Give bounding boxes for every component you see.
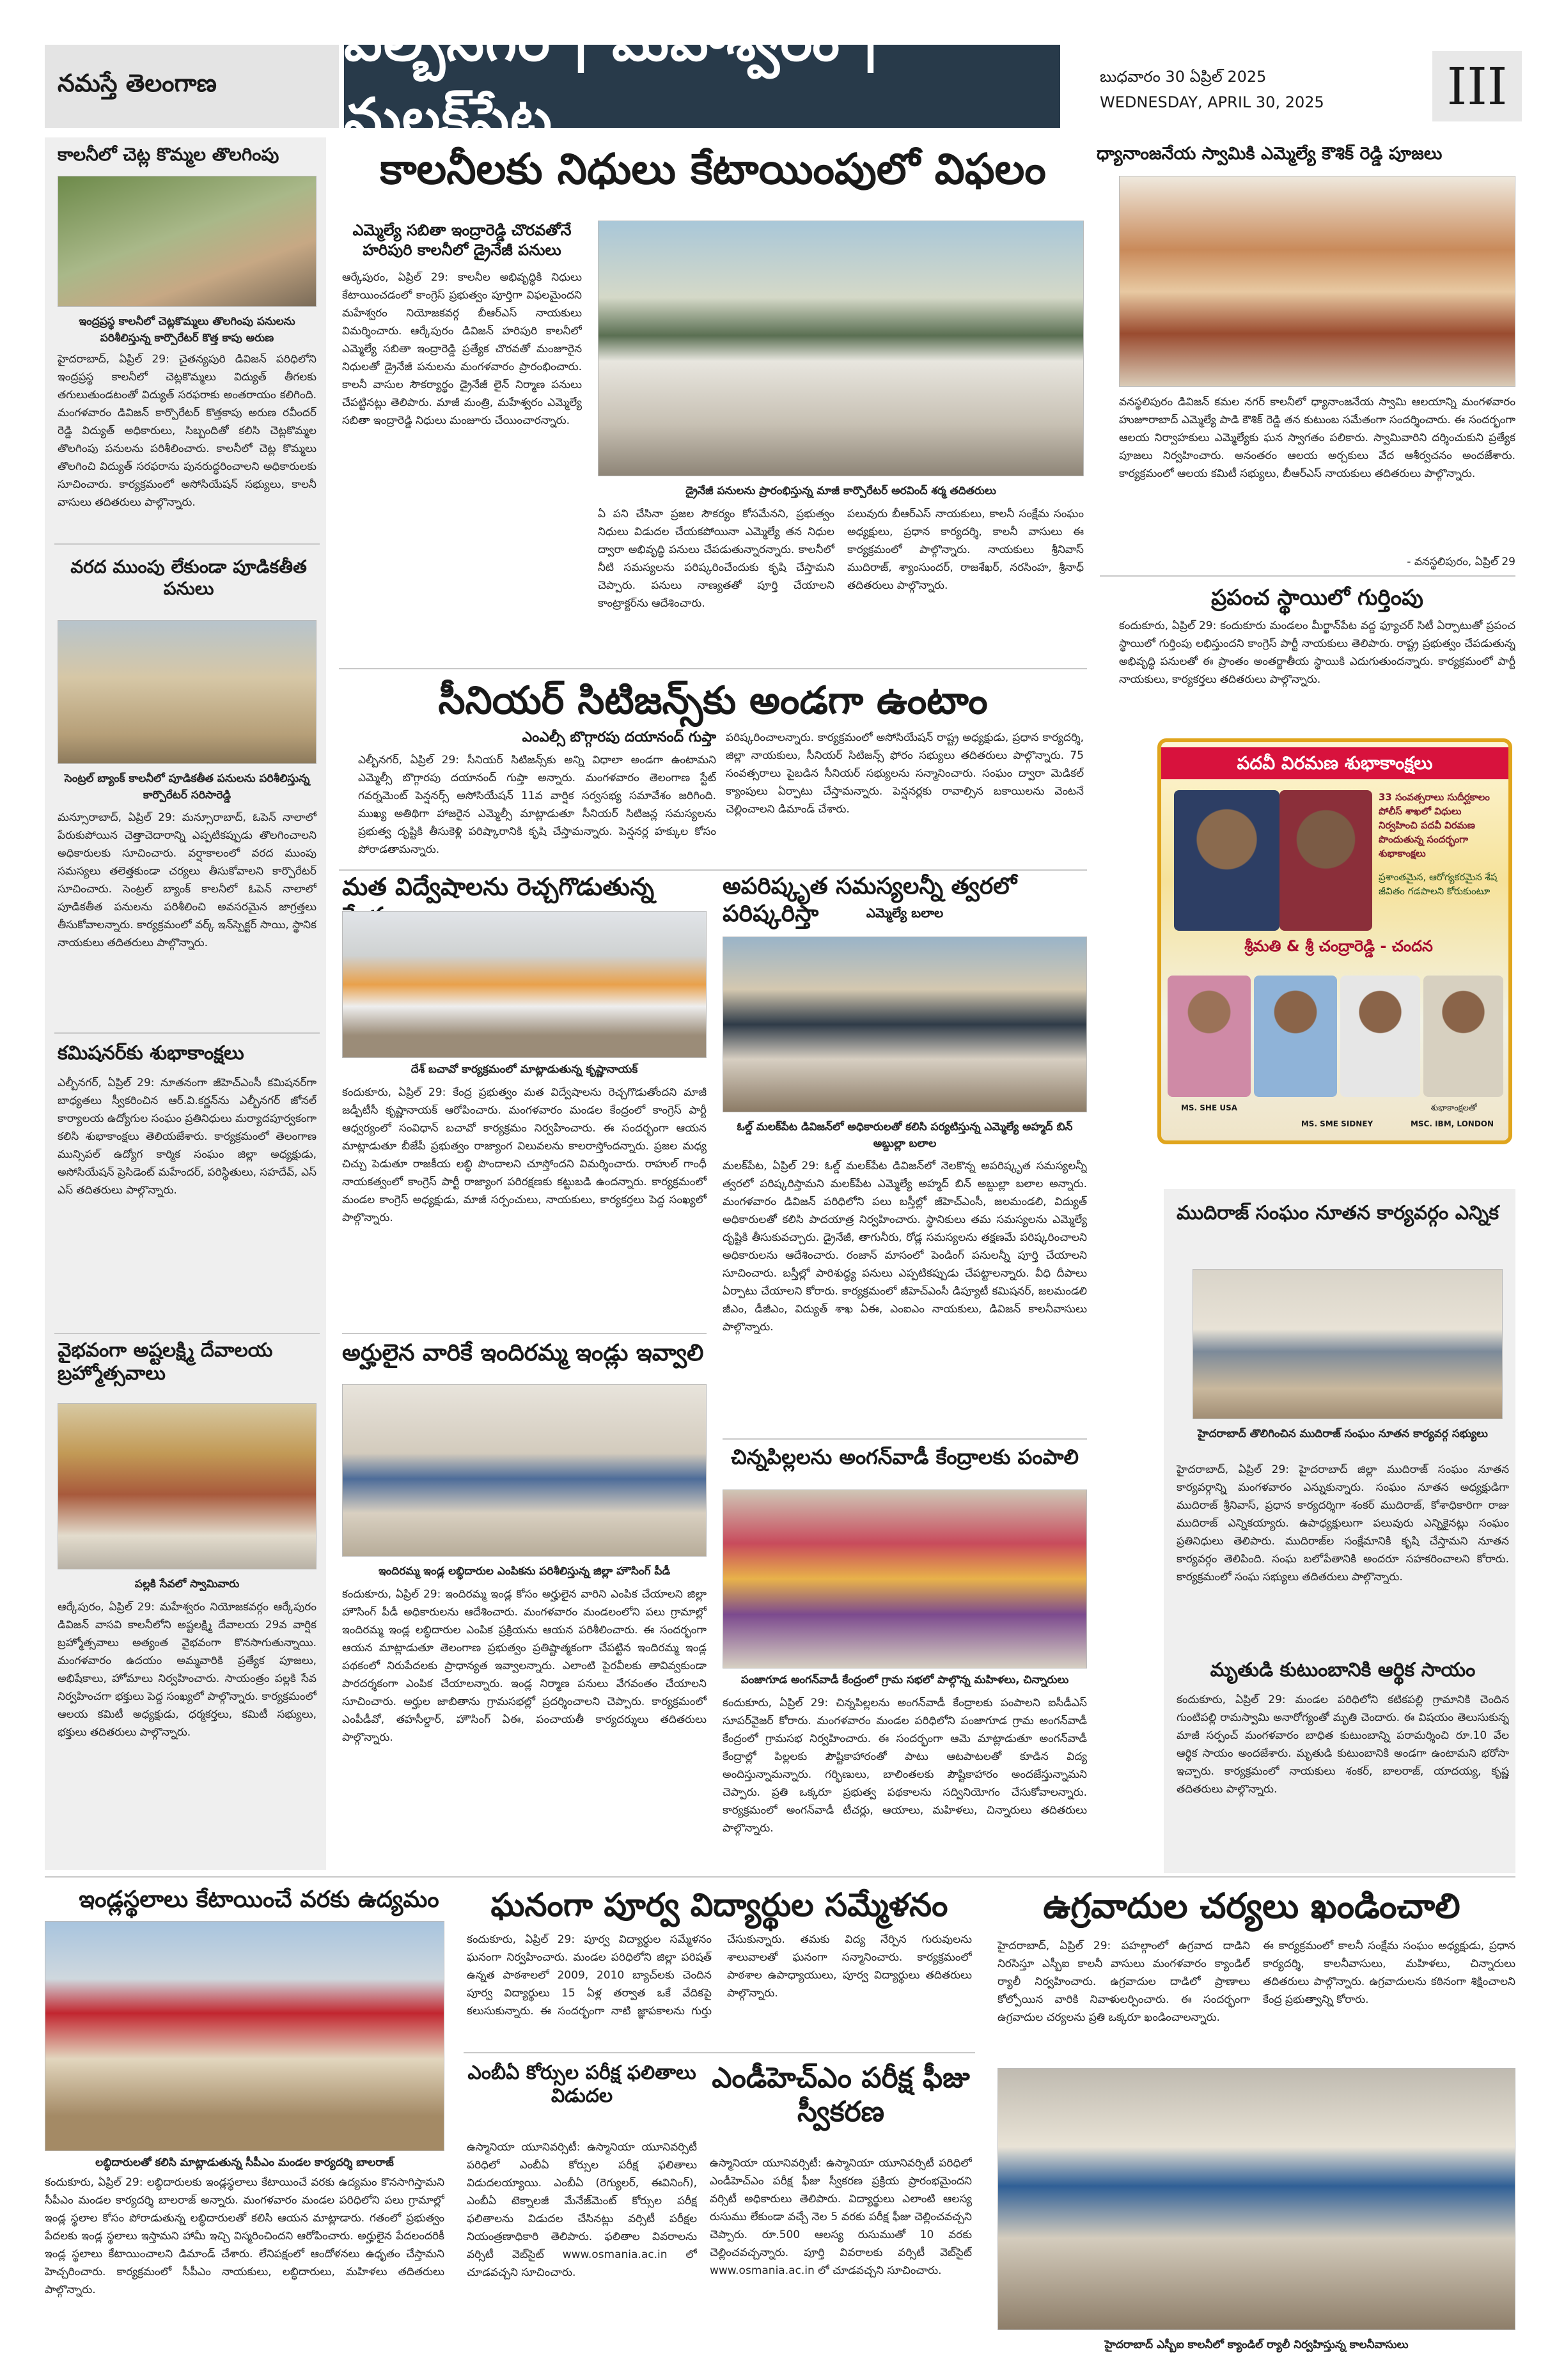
bottom-b1-headline: ఇండ్లస్థలాలు కేటాయించే వరకు ఉద్యమం: [79, 1886, 439, 1913]
ad-sign-3: MSC. IBM, LONDON: [1410, 1119, 1494, 1128]
bottom-b5-photo: [998, 2068, 1515, 2330]
ad-family-photo-1: [1168, 976, 1251, 1097]
right-r2-body: కందుకూరు, ఏప్రిల్ 29: కందుకూరు మండలం మీర్ఖాన్‌పేట వద్ద ఫ్యూచర్ సిటీ ఏర్పాటుతో ప్రపంచ స్థాయిలో గుర్తింపు లభిస్తుందని కాంగ్రెస్ పార్టీ నాయకులు తెలిపారు. రాష్ట్ర ప్రభుత్వం చేపడుతున్న అభివృద్ధి పనులతో ఈ ప్రాంతం అంతర్జాతీయ స్థాయికి ఎదుగుతుందన్నారు. కార్యక్రమంలో పార్టీ నాయకులు, కార్యకర్తలు తదితరులు పాల్గొన్నారు.: [1119, 619, 1515, 686]
right-r3-photo: [1193, 1269, 1503, 1419]
left-a1-body: హైదరాబాద్, ఏప్రిల్ 29: చైతన్యపురి డివిజన్ పరిధిలోని ఇంద్రప్రస్థ కాలనీలో చెట్లకొమ్మలు విద్యుత్ తీగలకు తగులుతుండటంతో విద్యుత్ సరఫరాకు అంతరాయం కలిగింది. మంగళవారం డివిజన్ కార్పొరేటర్ కొత్తకాపు అరుణ రవీందర్ రెడ్డి విద్యుత్ అధికారులు, సిబ్బందితో కలిసి చెట్లకొమ్మల తొలగింపు పనులను పరిశీలించారు. కాలనీలో చెట్ల కొమ్మలు తొలగించి విద్యుత్ సరఫరాను పునరుద్ధరించాలని అధికారులకు సూచించారు. కార్యక్రమంలో అసోసియేషన్ సభ్యులు, కాలనీ వాసులు తదితరులు పాల్గొన్నారు.: [58, 353, 317, 509]
ad-text-1: 33 సంవత్సరాలు సుదీర్ఘకాలం పోలీస్ శాఖలో విధులు నిర్వహించి పదవీ విరమణ పొందుతున్న సందర్భంగా శుభాకాంక్షలు: [1379, 791, 1490, 859]
divider: [45, 1876, 1515, 1878]
left-a4-caption: పల్లకి సేవలో స్వామివారు: [134, 1578, 240, 1591]
mid-m5-body: కందుకూరు, ఏప్రిల్ 29: చిన్నపిల్లలను అంగన్‌వాడీ కేంద్రాలకు పంపాలని ఐసీడీఎస్ సూపర్‌వైజర్ కోరారు. మంగళవారం మండల పరిధిలోని పంజాగూడ గ్రామ అంగన్‌వాడీ కేంద్రంలో గ్రామసభ నిర్వహించారు. ఈ సందర్భంగా ఆమె మాట్లాడుతూ అంగన్‌వాడీ కేంద్రాల్లో పిల్లలకు పౌష్టికాహారంతో పాటు ఆటపాటలతో కూడిన విద్య అందిస్తున్నామన్నారు. గర్భిణులు, బాలింతలకు పౌష్టికాహారం అందజేస్తున్నామని చెప్పారు. ప్రతి ఒక్కరూ ప్రభుత్వ పథకాలను సద్వినియోగం చేసుకోవాలన్నారు. కార్యక్రమంలో అంగన్‌వాడీ టీచర్లు, ఆయాలు, మహిళలు, చిన్నారులు తదితరులు పాల్గొన్నారు.: [723, 1697, 1087, 1835]
divider: [339, 668, 1087, 669]
lead-body-3: పలువురు బీఆర్ఎస్ నాయకులు, కాలనీ సంక్షేమ సంఘం అధ్యక్షులు, ప్రధాన కార్యదర్శి, కాలనీ వాసులు ఈ కార్యక్రమంలో పాల్గొన్నారు. నాయకులు శ్రీనివాస్ ముదిరాజ్, శ్యాంసుందర్, రాజశేఖర్, నరసింహ, శ్రీనాధ్ తదితరులు పాల్గొన్నారు.: [847, 508, 1084, 592]
masthead-title: ఎల్బీనగర్ | మహేశ్వరం | మలక్‌పేట: [344, 45, 1060, 128]
bottom-b5-body-2: ఈ కార్యక్రమంలో కాలనీ సంక్షేమ సంఘం అధ్యక్షుడు, ప్రధాన కార్యదర్శి, కాలనీవాసులు, మహిళలు, చిన్నారులు తదితరులు పాల్గొన్నారు. ఉగ్రవాదులను కఠినంగా శిక్షించాలని కేంద్ర ప్రభుత్వాన్ని కోరారు.: [1263, 1940, 1515, 2006]
mid-m2-body: కందుకూరు, ఏప్రిల్ 29: కేంద్ర ప్రభుత్వం మత విద్వేషాలను రెచ్చగొడుతోందని మాజీ జడ్పీటీసీ కృష్ణానాయక్ ఆరోపించారు. మంగళవారం మండల కేంద్రంలో కాంగ్రెస్ పార్టీ ఆధ్వర్యంలో సంవిధాన్ బచావో కార్యక్రమం నిర్వహించారు. ఈ సందర్భంగా ఆయన మాట్లాడుతూ బీజేపీ ప్రభుత్వం రాజ్యాంగ విలువలను కాలరాస్తోందన్నారు. ప్రజల మధ్య చిచ్చు పెడుతూ రాజకీయ లబ్ధి పొందాలని చూస్తోందని విమర్శించారు. రాహుల్ గాంధీ నాయకత్వంలో కాంగ్రెస్ పార్టీ రాజ్యాంగ పరిరక్షణకు కట్టుబడి ఉందన్నారు. కార్యక్రమంలో మండల కాంగ్రెస్ అధ్యక్షుడు, మాజీ సర్పంచులు, నాయకులు, కార్యకర్తలు పెద్ద సంఖ్యలో పాల్గొన్నారు.: [342, 1086, 707, 1224]
bottom-b3-headline: ఎంబీఏ కోర్సుల పరీక్ష ఫలితాలు విడుదల: [467, 2062, 696, 2107]
ad-family-photo-3: [1340, 976, 1420, 1097]
left-a4-headline: వైభవంగా అష్టలక్ష్మి దేవాలయ బ్రహ్మోత్సవాలు: [58, 1339, 273, 1385]
left-a2-photo: [58, 620, 317, 764]
bottom-b5-caption: హైదరాబాద్ ఎస్బీఐ కాలనీలో క్యాండిల్ ర్యాలీ నిర్వహిస్తున్న కాలనీవాసులు: [1104, 2338, 1409, 2351]
lead-subheadline: ఎమ్మెల్యే సబితా ఇంద్రారెడ్డి చొరవతోనే హరిపురి కాలనీలో డ్రైనేజీ పనులు: [352, 221, 572, 260]
mid-m1-subheadline: ఎంఎల్సీ బొగ్గారపు దయానంద్ గుప్తా: [522, 729, 716, 745]
right-r2-headline: ప్రపంచ స్థాయిలో గుర్తింపు: [1211, 585, 1423, 611]
mid-m3-caption: ఓల్డ్ మలక్‌పేట డివిజన్‌లో అధికారులతో కలిసి పర్యటిస్తున్న ఎమ్మెల్యే అహ్మద్ బిన్ అబ్దుల్లా బలాల: [737, 1121, 1073, 1150]
mid-m2-photo: [342, 911, 707, 1058]
ad-spouse-photo: [1279, 790, 1372, 931]
left-a2-headline: వరద ముంపు లేకుండా పూడికతీత పనులు: [70, 556, 307, 599]
left-a1-headline: కాలనీలో చెట్ల కొమ్మల తొలగింపు: [58, 144, 279, 165]
mid-m4-photo: [342, 1384, 707, 1557]
mid-m3-headline: అపరిష్కృత సమస్యలన్నీ త్వరలో పరిష్కరిస్తా: [723, 873, 1017, 928]
mid-m2-caption: దేశ్ బచావో కార్యక్రమంలో మాట్లాడుతున్న కృష్ణానాయక్: [411, 1063, 638, 1076]
lead-body-2: ఏ పని చేసినా ప్రజల సౌకర్యం కోసమేనని, ప్రభుత్వం నిధులు విడుదల చేయకపోయినా ఎమ్మెల్యే తన నిధుల ద్వారా అభివృద్ధి పనులు చేపడుతున్నారన్నారు. కాలనీలో నీటి సమస్యలను పరిష్కరించేందుకు కృషి చేస్తామని చెప్పారు. పనులు నాణ్యతతో పూర్తి చేయాలని కాంట్రాక్టర్‌ను ఆదేశించారు.: [598, 508, 834, 610]
edition-name: నమస్తే తెలంగాణ: [45, 45, 339, 128]
left-a2-caption: సెంట్రల్ బ్యాంక్ కాలనీలో పూడికతీత పనులను పరిశీలిస్తున్న కార్పొరేటర్ సరిసారెడ్డి: [64, 772, 310, 802]
mid-m1-headline: సీనియర్ సిటిజన్స్‌కు అండగా ఉంటాం: [438, 678, 988, 723]
bottom-b2-body: కందుకూరు, ఏప్రిల్ 29: పూర్వ విద్యార్థుల సమ్మేళనం ఘనంగా నిర్వహించారు. మండల పరిధిలోని జిల్లా పరిషత్ ఉన్నత పాఠశాలలో 2009, 2010 బ్యాచ్‌లకు చెందిన పూర్వ విద్యార్థులు 15 ఏళ్ల తర్వాత ఒకే వేదికపై కలుసుకున్నారు. ఈ సందర్భంగా నాటి జ్ఞాపకాలను గుర్తు చేసుకున్నారు. తమకు విద్య నేర్పిన గురువులను శాలువాలతో ఘనంగా సన్మానించారు. కార్యక్రమంలో పాఠశాల ఉపాధ్యాయులు, పూర్వ విద్యార్థులు తదితరులు పాల్గొన్నారు.: [467, 1933, 972, 2018]
bottom-b4-headline: ఎండీహెచ్ఎం పరీక్ష ఫీజు స్వీకరణ: [712, 2062, 970, 2128]
mid-m4-headline: అర్హులైన వారికే ఇందిరమ్మ ఇండ్లు ఇవ్వాలి: [342, 1340, 704, 1366]
left-a1-photo: [58, 176, 317, 307]
ad-sign-1: MS. SHE USA: [1180, 1103, 1238, 1112]
divider: [54, 1032, 320, 1034]
lead-caption: డ్రైనేజీ పనులను ప్రారంభిస్తున్న మాజీ కార్పొరేటర్ అరవింద్ శర్మ తదితరులు: [685, 485, 996, 497]
lead-body-1: ఆర్కేపురం, ఏప్రిల్ 29: కాలనీల అభివృద్ధికి నిధులు కేటాయించడంలో కాంగ్రెస్ ప్రభుత్వం పూర్తిగా విఫలమైందని మహేశ్వరం నియోజకవర్గ బీఆర్ఎస్ నాయకులు విమర్శించారు. ఆర్కేపురం డివిజన్ హరిపురి కాలనీలో ఎమ్మెల్యే సబితా ఇంద్రారెడ్డి ప్రత్యేక చొరవతో మంజూరైన నిధులతో డ్రైనేజీ పనులను మంగళవారం ప్రారంభించారు. కాలనీ వాసుల సౌకర్యార్థం డ్రైనేజీ లైన్ నిర్మాణ పనులు చేపట్టినట్లు తెలిపారు. మాజీ మంత్రి, మహేశ్వరం ఎమ్మెల్యే సబితా ఇంద్రారెడ్డి నిధులు మంజూరు చేయించారన్నారు.: [342, 271, 582, 427]
ad-family-photo-4: [1423, 976, 1503, 1097]
mid-m2-headline: మత విద్వేషాలను రెచ్చగొడుతున్న: [342, 873, 655, 901]
left-a4-body: ఆర్కేపురం, ఏప్రిల్ 29: మహేశ్వరం నియోజకవర్గం ఆర్కేపురం డివిజన్ వాసవి కాలనీలోని అష్టలక్ష్మి దేవాలయ 29వ వార్షిక బ్రహ్మోత్సవాలు అత్యంత వైభవంగా కొనసాగుతున్నాయి. మంగళవారం ఉదయం అమ్మవారికి ప్రత్యేక పూజలు, అభిషేకాలు, హోమాలు నిర్వహించారు. సాయంత్రం పల్లకి సేవ నిర్వహించగా భక్తులు పెద్ద సంఖ్యలో పాల్గొన్నారు. కార్యక్రమంలో ఆలయ కమిటీ అధ్యక్షుడు, ధర్మకర్తలు, కమిటీ సభ్యులు, భక్తులు తదితరులు పాల్గొన్నారు.: [58, 1601, 317, 1739]
right-r1-byline: - వనస్థలిపురం, ఏప్రిల్ 29: [1407, 556, 1515, 568]
left-a2-body: మన్సూరాబాద్, ఏప్రిల్ 29: మన్సూరాబాద్, ఓపెన్ నాలాలో పేరుకుపోయిన చెత్తాచెదారాన్ని ఎప్పటికప్పుడు తొలగించాలని అధికారులకు సూచించారు. వర్షాకాలంలో వరద ముంపు సమస్యలు తలెత్తకుండా చర్యలు తీసుకోవాలని కార్పొరేటర్ సూచించారు. సెంట్రల్ బ్యాంక్ కాలనీలో ఓపెన్ నాలాలో పూడికతీత పనులను పరిశీలించి అవసరమైన జాగ్రత్తలు తీసుకోవాలన్నారు. కార్యక్రమంలో వర్క్ ఇన్‌స్పెక్టర్ సాయి, స్థానిక నాయకులు తదితరులు పాల్గొన్నారు.: [58, 811, 317, 949]
retirement-ad: [1157, 738, 1512, 1144]
mid-m5-caption: పంజాగూడ అంగన్‌వాడీ కేంద్రంలో గ్రామ సభలో పాల్గొన్న మహిళలు, చిన్నారులు: [740, 1674, 1069, 1686]
ad-officer-photo: [1174, 790, 1279, 931]
bottom-b2-headline: ఘనంగా పూర్వ విద్యార్థుల సమ్మేళనం: [490, 1886, 948, 1924]
mid-m3-body: మలక్‌పేట, ఏప్రిల్ 29: ఓల్డ్ మలక్‌పేట డివిజన్‌లో నెలకొన్న అపరిష్కృత సమస్యలన్నీ త్వరలో పరిష్కరిస్తామని మలక్‌పేట ఎమ్మెల్యే అహ్మద్ బిన్ అబ్దుల్లా బలాల అన్నారు. మంగళవారం డివిజన్ పరిధిలోని పలు బస్తీల్లో జీహెచ్ఎంసీ, జలమండలి, విద్యుత్ అధికారులతో కలిసి పాదయాత్ర నిర్వహించారు. స్థానికులు తమ సమస్యలను ఎమ్మెల్యే దృష్టికి తీసుకువచ్చారు. డ్రైనేజీ, తాగునీరు, రోడ్ల సమస్యలను తక్షణమే పరిష్కరించాలని అధికారులను ఆదేశించారు. రంజాన్ మాసంలో పెండింగ్ పనులన్నీ పూర్తి చేయాలని సూచించారు. బస్తీల్లో పారిశుద్ధ్య పనులు ఎప్పటికప్పుడు చేపట్టాలన్నారు. వీధి దీపాలు ఏర్పాటు చేయాలని కోరారు. కార్యక్రమంలో జీహెచ్ఎంసీ డిప్యూటీ కమిషనర్, జలమండలి జీఎం, డీజీఎం, విద్యుత్ శాఖ ఏఈ, ఎంఐఎం నాయకులు, డివిజన్ కాలనీవాసులు పాల్గొన్నారు.: [723, 1160, 1087, 1334]
right-r3-caption: హైదరాబాద్ తొలిగించిన ముదిరాజ్ సంఘం నూతన కార్యవర్గ సభ్యులు: [1198, 1427, 1488, 1440]
right-r1-body: వనస్థలిపురం డివిజన్ కమల నగర్ కాలనీలో ధ్యానాంజనేయ స్వామి ఆలయాన్ని మంగళవారం హుజూరాబాద్ ఎమ్మెల్యే పాడి కౌశిక్ రెడ్డి తన కుటుంబ సమేతంగా సందర్శించారు. ఈ సందర్భంగా ఆలయ నిర్వాహకులు ఎమ్మెల్యేకు ఘన స్వాగతం పలికారు. స్వామివారిని దర్శించుకుని ప్రత్యేక పూజలు నిర్వహించారు. అనంతరం ఆలయ అర్చకులు వేద ఆశీర్వచనం అందజేశారు. కార్యక్రమంలో ఆలయ కమిటీ సభ్యులు, బీఆర్ఎస్ నాయకులు తదితరులు పాల్గొన్నారు.: [1119, 396, 1515, 480]
ad-text-2: ప్రశాంతమైన, ఆరోగ్యకరమైన శేష జీవితం గడపాలని కోరుకుంటూ: [1379, 871, 1498, 897]
ad-title: పదవీ విరమణ శుభాకాంక్షలు: [1161, 747, 1508, 779]
mid-m5-headline: చిన్నపిల్లలను అంగన్‌వాడీ కేంద్రాలకు పంపాలి: [731, 1445, 1079, 1469]
mid-m1-body-2: పరిష్కరించాలన్నారు. కార్యక్రమంలో అసోసియేషన్ రాష్ట్ర అధ్యక్షుడు, ప్రధాన కార్యదర్శి, జిల్లా నాయకులు, సీనియర్ సిటిజన్స్ ఫోరం సభ్యులు తదితరులు పాల్గొన్నారు. 75 సంవత్సరాలు పైబడిన సీనియర్ సభ్యులను సన్మానించారు. సంఘం ద్వారా మెడికల్ క్యాంపులు ఏర్పాటు చేస్తామన్నారు. పెన్షనర్లకు రావాల్సిన బకాయిలను వెంటనే చెల్లించాలని డిమాండ్ చేశారు.: [726, 731, 1084, 816]
left-a3-headline: కమిషనర్‌కు శుభాకాంక్షలు: [58, 1042, 244, 1064]
mid-m4-caption: ఇందిరమ్మ ఇండ్ల లబ్ధిదారుల ఎంపికను పరిశీలిస్తున్న జిల్లా హౌసింగ్ పీడీ: [378, 1565, 671, 1578]
mid-m1-body-1: ఎల్బీనగర్, ఏప్రిల్ 29: సీనియర్ సిటిజన్స్‌కు అన్ని విధాలా అండగా ఉంటామని ఎమ్మెల్సీ బొగ్గారపు దయానంద్ గుప్తా అన్నారు. మంగళవారం తెలంగాణ స్టేట్ గవర్నమెంట్ పెన్షనర్స్ అసోసియేషన్ 11వ వార్షిక సర్వసభ్య సమావేశం జరిగింది. ముఖ్య అతిథిగా హాజరైన ఎమ్మెల్సీ మాట్లాడుతూ సీనియర్ సిటిజన్ల సమస్యలను ప్రభుత్వ దృష్టికి తీసుకెళ్లి పరిష్కారానికి కృషి చేస్తామన్నారు. పెన్షనర్ల హక్కుల కోసం పోరాడతామన్నారు.: [358, 754, 716, 856]
divider: [464, 2052, 975, 2053]
date-english: WEDNESDAY, APRIL 30, 2025: [1100, 93, 1324, 111]
ad-family-photo-2: [1254, 976, 1337, 1097]
mid-m3-subheadline: ఎమ్మెల్యే బలాల: [866, 905, 944, 921]
masthead-date: [1100, 64, 1356, 115]
lead-headline: కాలనీలకు నిధులు కేటాయింపులో విఫలం: [380, 144, 1046, 194]
lead-photo: [598, 221, 1084, 476]
divider: [54, 1333, 320, 1334]
right-r3-headline: ముదిరాజ్ సంఘం నూతన కార్యవర్గం ఎన్నిక: [1177, 1202, 1499, 1224]
right-r1-photo: [1119, 176, 1515, 387]
bottom-b1-photo: [45, 1921, 444, 2151]
right-r4-headline: మృతుడి కుటుంబానికి ఆర్థిక సాయం: [1210, 1659, 1476, 1681]
right-r1-headline: ధ్యానాంజనేయ స్వామికి ఎమ్మెల్యే కౌశిక్ రెడ్డి పూజలు: [1097, 144, 1443, 164]
mid-m5-photo: [723, 1489, 1087, 1668]
ad-sign-2: MS. SME SIDNEY: [1301, 1119, 1373, 1128]
mid-m4-body: కందుకూరు, ఏప్రిల్ 29: ఇందిరమ్మ ఇండ్ల కోసం అర్హులైన వారిని ఎంపిక చేయాలని జిల్లా హౌసింగ్ పీడీ అధికారులను ఆదేశించారు. మంగళవారం మండలంలోని పలు గ్రామాల్లో ఇందిరమ్మ ఇండ్ల లబ్ధిదారుల ఎంపిక ప్రక్రియను ఆయన పరిశీలించారు. ఈ సందర్భంగా ఆయన మాట్లాడుతూ తెలంగాణ ప్రభుత్వం ప్రతిష్టాత్మకంగా చేపట్టిన ఇందిరమ్మ ఇండ్ల పథకంలో నిరుపేదలకు ప్రాధాన్యత ఇవ్వాలన్నారు. ఎలాంటి పైరవీలకు తావివ్వకుండా పారదర్శకంగా ఎంపిక చేయాలన్నారు. ఇండ్ల నిర్మాణ పనులు వేగవంతం చేయాలని సూచించారు. అర్హుల జాబితాను గ్రామసభల్లో ప్రదర్శించాలని చెప్పారు. కార్యక్రమంలో ఎంపీడీవో, తహసీల్దార్, హౌసింగ్ ఏఈ, పంచాయతీ కార్యదర్శులు తదితరులు పాల్గొన్నారు.: [342, 1588, 707, 1744]
bottom-b5-headline: ఉగ్రవాదుల చర్యలు ఖండించాలి: [1043, 1886, 1460, 1926]
date-telugu: బుధవారం 30 ఏప్రిల్ 2025: [1100, 68, 1267, 86]
bottom-b3-body: ఉస్మానియా యూనివర్సిటీ: ఉస్మానియా యూనివర్సిటీ పరిధిలో ఎంబీఏ కోర్సుల పరీక్ష ఫలితాలు విడుదలయ్యాయి. ఎంబీఏ (రెగ్యులర్, ఈవినింగ్), ఎంబీఏ టెక్నాలజీ మేనేజ్‌మెంట్ కోర్సుల పరీక్ష ఫలితాలను విడుదల చేసినట్లు వర్సిటీ పరీక్షల నియంత్రణాధికారి తెలిపారు. ఫలితాల వివరాలను వర్సిటీ వెబ్‌సైట్ www.osmania.ac.in లో చూడవచ్చని సూచించారు.: [467, 2141, 697, 2279]
divider: [342, 1333, 707, 1334]
ad-names: శ్రీమతి & శ్రీ చంద్రారెడ్డి - చందన: [1244, 937, 1433, 955]
right-r3-body: హైదరాబాద్, ఏప్రిల్ 29: హైదరాబాద్ జిల్లా ముదిరాజ్ సంఘం నూతన కార్యవర్గాన్ని మంగళవారం ఎన్నుకున్నారు. సంఘం నూతన అధ్యక్షుడిగా ముదిరాజ్ శ్రీనివాస్, ప్రధాన కార్యదర్శిగా శంకర్ ముదిరాజ్, కోశాధికారిగా రాజు ముదిరాజ్ ఎన్నికయ్యారు. ఉపాధ్యక్షులుగా పలువురు ఎన్నికైనట్లు సంఘం ప్రతినిధులు తెలిపారు. ముదిరాజ్‌ల సంక్షేమానికి కృషి చేస్తామని నూతన కార్యవర్గం తెలిపింది. సంఘ బలోపేతానికి అందరూ సహకరించాలని కోరారు. కార్యక్రమంలో సంఘ సభ్యులు తదితరులు పాల్గొన్నారు.: [1177, 1463, 1509, 1583]
right-r4-body: కందుకూరు, ఏప్రిల్ 29: మండల పరిధిలోని కటికపల్లి గ్రామానికి చెందిన గుంటిపల్లి రామస్వామి అనారోగ్యంతో మృతి చెందారు. ఈ విషయం తెలుసుకున్న మాజీ సర్పంచ్ మంగళవారం బాధిత కుటుంబాన్ని పరామర్శించి రూ.10 వేల ఆర్థిక సాయం అందజేశారు. మృతుడి కుటుంబానికి అండగా ఉంటామని భరోసా ఇచ్చారు. కార్యక్రమంలో నాయకులు శంకర్, బాలరాజ్, యాదయ్య, కృష్ణ తదితరులు పాల్గొన్నారు.: [1177, 1693, 1509, 1796]
mid-m3-photo: [723, 937, 1087, 1112]
divider: [339, 869, 1087, 871]
divider: [1100, 575, 1515, 577]
bottom-b5-body-1: హైదరాబాద్, ఏప్రిల్ 29: పహల్గాంలో ఉగ్రవాద దాడిని నిరసిస్తూ ఎస్బీఐ కాలనీ వాసులు మంగళవారం క్యాండిల్ ర్యాలీ నిర్వహించారు. ఉగ్రవాదుల దాడిలో ప్రాణాలు కోల్పోయిన వారికి నివాళులర్పించారు. ఈ సందర్భంగా ఉగ్రవాదుల చర్యలను ప్రతి ఒక్కరూ ఖండించాలన్నారు.: [998, 1940, 1250, 2024]
left-a3-body: ఎల్బీనగర్, ఏప్రిల్ 29: నూతనంగా జీహెచ్ఎంసీ కమిషనర్‌గా బాధ్యతలు స్వీకరించిన ఆర్.వి.కర్ణన్‌ను ఎల్బీనగర్ జోనల్ కార్యాలయ ఉద్యోగుల సంఘం ప్రతినిధులు మర్యాదపూర్వకంగా కలిసి శుభాకాంక్షలు తెలియజేశారు. కార్యక్రమంలో తెలంగాణ మున్సిపల్ ఉద్యోగ కార్మిక సంఘం జిల్లా అధ్యక్షుడు, అసోసియేషన్ ప్రెసిడెంట్ మహేందర్, పరిస్థితులు, సహదేవ్, ఎస్ ఎస్ తదితరులు పాల్గొన్నారు.: [58, 1077, 317, 1197]
left-a4-photo: [58, 1403, 317, 1569]
page-number: III: [1432, 51, 1522, 121]
bottom-b1-caption: లబ్ధిదారులతో కలిసి మాట్లాడుతున్న సీపీఎం మండల కార్యదర్శి బాలరాజ్: [95, 2156, 394, 2169]
ad-contact: శుభాకాంక్షలతో: [1430, 1103, 1477, 1113]
bottom-b4-body: ఉస్మానియా యూనివర్సిటీ: ఉస్మానియా యూనివర్సిటీ పరిధిలో ఎండీహెచ్ఎం పరీక్ష ఫీజు స్వీకరణ ప్రక్రియ ప్రారంభమైందని వర్సిటీ అధికారులు తెలిపారు. విద్యార్థులు ఎలాంటి ఆలస్య రుసుము లేకుండా వచ్చే నెల 5 వరకు పరీక్ష ఫీజు చెల్లించవచ్చని చెప్పారు. రూ.500 ఆలస్య రుసుముతో 10 వరకు చెల్లించవచ్చన్నారు. పూర్తి వివరాలకు వర్సిటీ వెబ్‌సైట్ www.osmania.ac.in లో చూడవచ్చని సూచించారు.: [710, 2157, 972, 2277]
left-a1-caption: ఇంద్రప్రస్థ కాలనీలో చెట్లకొమ్మలు తొలగింపు పనులను పరిశీలిస్తున్న కార్పొరేటర్ కొత్త కాపు అరుణ: [79, 315, 295, 345]
divider: [723, 1438, 1087, 1440]
divider: [54, 543, 320, 545]
bottom-b1-body: కందుకూరు, ఏప్రిల్ 29: లబ్ధిదారులకు ఇండ్లస్థలాలు కేటాయించే వరకు ఉద్యమం కొనసాగిస్తామని సీపీఎం మండల కార్యదర్శి బాలరాజ్ అన్నారు. మంగళవారం మండల పరిధిలోని పలు గ్రామాల్లో ఇండ్ల స్థలాల కోసం పోరాడుతున్న లబ్ధిదారులతో కలిసి ఆయన మాట్లాడారు. గతంలో ప్రభుత్వం పేదలకు ఇండ్ల స్థలాలు ఇస్తామని హామీ ఇచ్చి విస్మరించిందని ఆరోపించారు. అర్హులైన పేదలందరికీ ఇండ్ల స్థలాలు కేటాయించాలని డిమాండ్ చేశారు. లేనిపక్షంలో ఆందోళనలు ఉధృతం చేస్తామని హెచ్చరించారు. కార్యక్రమంలో సీపీఎం నాయకులు, లబ్ధిదారులు, మహిళలు తదితరులు పాల్గొన్నారు.: [45, 2176, 444, 2296]
